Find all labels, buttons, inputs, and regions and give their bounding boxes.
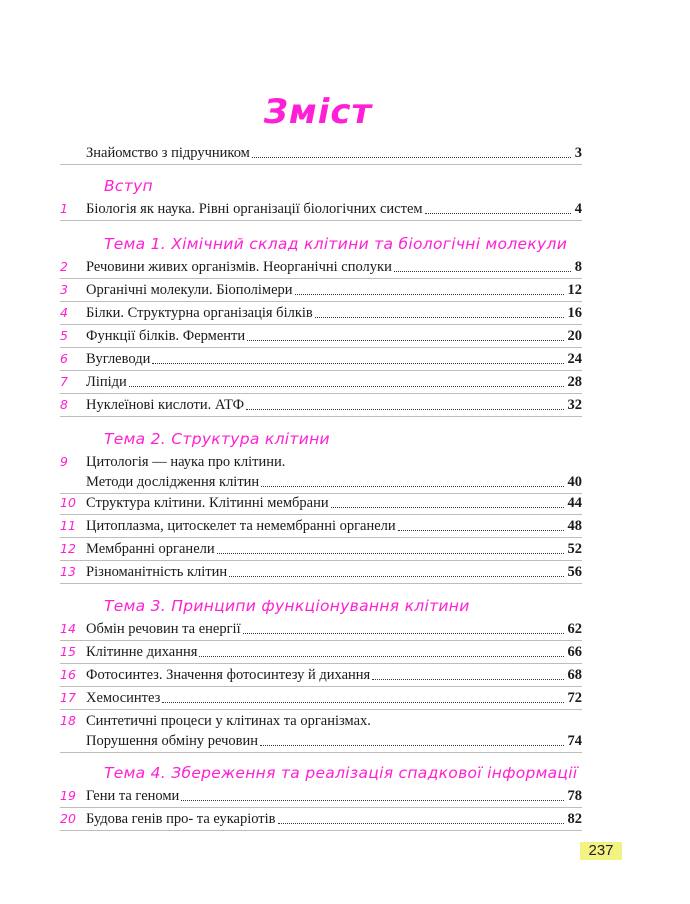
lesson-number: 11	[60, 518, 76, 533]
toc-entry-page: 44	[567, 495, 582, 511]
toc-entry-label: Функції білків. Ферменти	[86, 328, 246, 344]
section-heading: Тема 1. Хімічний склад клітини та біологічні молекули	[104, 235, 568, 253]
toc-entry-label: Мембранні органели	[86, 541, 215, 557]
toc-entry-page: 8	[574, 259, 582, 275]
toc-entry-lesson-1[interactable]	[60, 198, 582, 221]
section-heading: Тема 3. Принципи функціонування клітини	[104, 597, 470, 615]
leader-dots	[331, 506, 564, 508]
leader-dots	[152, 362, 563, 364]
leader-dots	[246, 408, 563, 410]
toc-entry-lesson-6[interactable]	[60, 348, 582, 371]
toc-entry-page: 3	[574, 145, 582, 161]
lesson-number: 15	[60, 644, 76, 659]
toc-entry-page: 56	[567, 564, 582, 580]
toc-entry-page: 24	[567, 351, 582, 367]
leader-dots	[425, 212, 571, 214]
toc-entry-page: 68	[567, 667, 582, 683]
toc-entry-page: 40	[567, 474, 582, 490]
leader-dots	[252, 156, 571, 158]
lesson-number: 3	[60, 282, 68, 297]
leader-dots	[394, 270, 571, 272]
toc-entry-label: Білки. Структурна організація білків	[86, 305, 313, 321]
toc-entry-page: 62	[567, 621, 582, 637]
lesson-number: 19	[60, 788, 76, 803]
toc-entry-intro[interactable]	[60, 142, 582, 165]
toc-entry-label: Речовини живих організмів. Неорганічні сполуки	[86, 259, 392, 275]
toc-entry-label: Методи дослідження клітин	[86, 474, 260, 490]
lesson-number: 7	[60, 374, 68, 389]
toc-entry-label: Гени та геноми	[86, 788, 180, 804]
lesson-number: 10	[60, 495, 76, 510]
toc-entry-label: Обмін речовин та енергії	[86, 621, 241, 637]
toc-entry-page: 4	[574, 201, 582, 217]
toc-entry-page: 82	[567, 811, 582, 827]
leader-dots	[260, 744, 563, 746]
lesson-number: 2	[60, 259, 68, 274]
toc-entry-label: Клітинне дихання	[86, 644, 198, 660]
toc-entry-label: Цитоплазма, цитоскелет та немембранні органели	[86, 518, 396, 534]
toc-entry-lesson-7[interactable]	[60, 371, 582, 394]
toc-entry-page: 20	[567, 328, 582, 344]
lesson-number: 5	[60, 328, 68, 343]
lesson-number: 14	[60, 621, 76, 636]
toc-entry-label: Органічні молекули. Біополімери	[86, 282, 293, 298]
lesson-number: 13	[60, 564, 76, 579]
toc-entry-lesson-18[interactable]	[60, 710, 582, 753]
toc-entry-lesson-15[interactable]	[60, 641, 582, 664]
toc-entry-page: 78	[567, 788, 582, 804]
lesson-number: 4	[60, 305, 68, 320]
leader-dots	[229, 575, 563, 577]
lesson-number: 16	[60, 667, 76, 682]
toc-entry-label: Фотосинтез. Значення фотосинтезу й дихання	[86, 667, 371, 683]
toc-entry-lesson-17[interactable]	[60, 687, 582, 710]
toc-entry-lesson-20[interactable]	[60, 808, 582, 831]
lesson-number: 17	[60, 690, 76, 705]
toc-entry-page: 32	[567, 397, 582, 413]
leader-dots	[315, 316, 564, 318]
toc-entry-page: 72	[567, 690, 582, 706]
page-title: Зміст	[263, 92, 373, 132]
lesson-number: 18	[60, 713, 76, 728]
toc-entry-page: 48	[567, 518, 582, 534]
lesson-number: 9	[60, 454, 68, 469]
toc-entry-lesson-13[interactable]	[60, 561, 582, 584]
lesson-number: 1	[60, 201, 68, 216]
lesson-number: 20	[60, 811, 76, 826]
toc-entry-page: 16	[567, 305, 582, 321]
toc-entry-page: 74	[567, 733, 582, 749]
leader-dots	[199, 655, 563, 657]
toc-entry-label: Біологія як наука. Рівні організації біологічних систем	[86, 201, 423, 217]
lesson-number: 6	[60, 351, 68, 366]
leader-dots	[261, 485, 563, 487]
toc-entry-label: Будова генів про- та еукаріотів	[86, 811, 276, 827]
toc-entry-line1: Синтетичні процеси у клітинах та організмах.	[86, 713, 371, 729]
toc-entry-label: Порушення обміну речовин	[86, 733, 259, 749]
toc-entry-lesson-3[interactable]	[60, 279, 582, 302]
leader-dots	[129, 385, 564, 387]
leader-dots	[181, 799, 563, 801]
leader-dots	[372, 678, 563, 680]
toc-entry-text	[86, 142, 582, 164]
toc-entry-lesson-9[interactable]	[60, 451, 582, 494]
leader-dots	[162, 701, 563, 703]
toc-entry-label: Різноманітність клітин	[86, 564, 228, 580]
leader-dots	[247, 339, 563, 341]
toc-entry-label: Хемосинтез	[86, 690, 161, 706]
toc-entry-lesson-8[interactable]	[60, 394, 582, 417]
lesson-number: 8	[60, 397, 68, 412]
toc-entry-lesson-19[interactable]	[60, 785, 582, 808]
toc-entry-label: Структура клітини. Клітинні мембрани	[86, 495, 329, 511]
leader-dots	[295, 293, 564, 295]
toc-entry-page: 28	[567, 374, 582, 390]
leader-dots	[278, 822, 564, 824]
toc-entry-lesson-10[interactable]	[60, 492, 582, 515]
toc-entry-page: 66	[567, 644, 582, 660]
leader-dots	[217, 552, 564, 554]
section-heading: Тема 2. Структура клітини	[104, 430, 330, 448]
leader-dots	[243, 632, 564, 634]
toc-entry-label: Знайомство з підручником	[86, 145, 250, 161]
toc-entry-page: 12	[567, 282, 582, 298]
toc-entry-lesson-12[interactable]	[60, 538, 582, 561]
toc-entry-page: 52	[567, 541, 582, 557]
toc-entry-label: Нуклеїнові кислоти. АТФ	[86, 397, 245, 413]
page-number-badge: 237	[580, 842, 622, 860]
toc-entry-lesson-14[interactable]	[60, 618, 582, 641]
section-heading: Тема 4. Збереження та реалізація спадкової інформації	[104, 764, 578, 782]
section-heading: Вступ	[104, 177, 153, 195]
toc-entry-line1: Цитологія — наука про клітини.	[86, 454, 286, 470]
toc-entry-lesson-16[interactable]	[60, 664, 582, 687]
toc-entry-label: Ліпіди	[86, 374, 127, 390]
lesson-number: 12	[60, 541, 76, 556]
leader-dots	[398, 529, 564, 531]
toc-entry-lesson-11[interactable]	[60, 515, 582, 538]
toc-entry-lesson-2[interactable]	[60, 256, 582, 279]
toc-entry-lesson-4[interactable]	[60, 302, 582, 325]
toc-entry-label: Вуглеводи	[86, 351, 151, 367]
toc-entry-lesson-5[interactable]	[60, 325, 582, 348]
